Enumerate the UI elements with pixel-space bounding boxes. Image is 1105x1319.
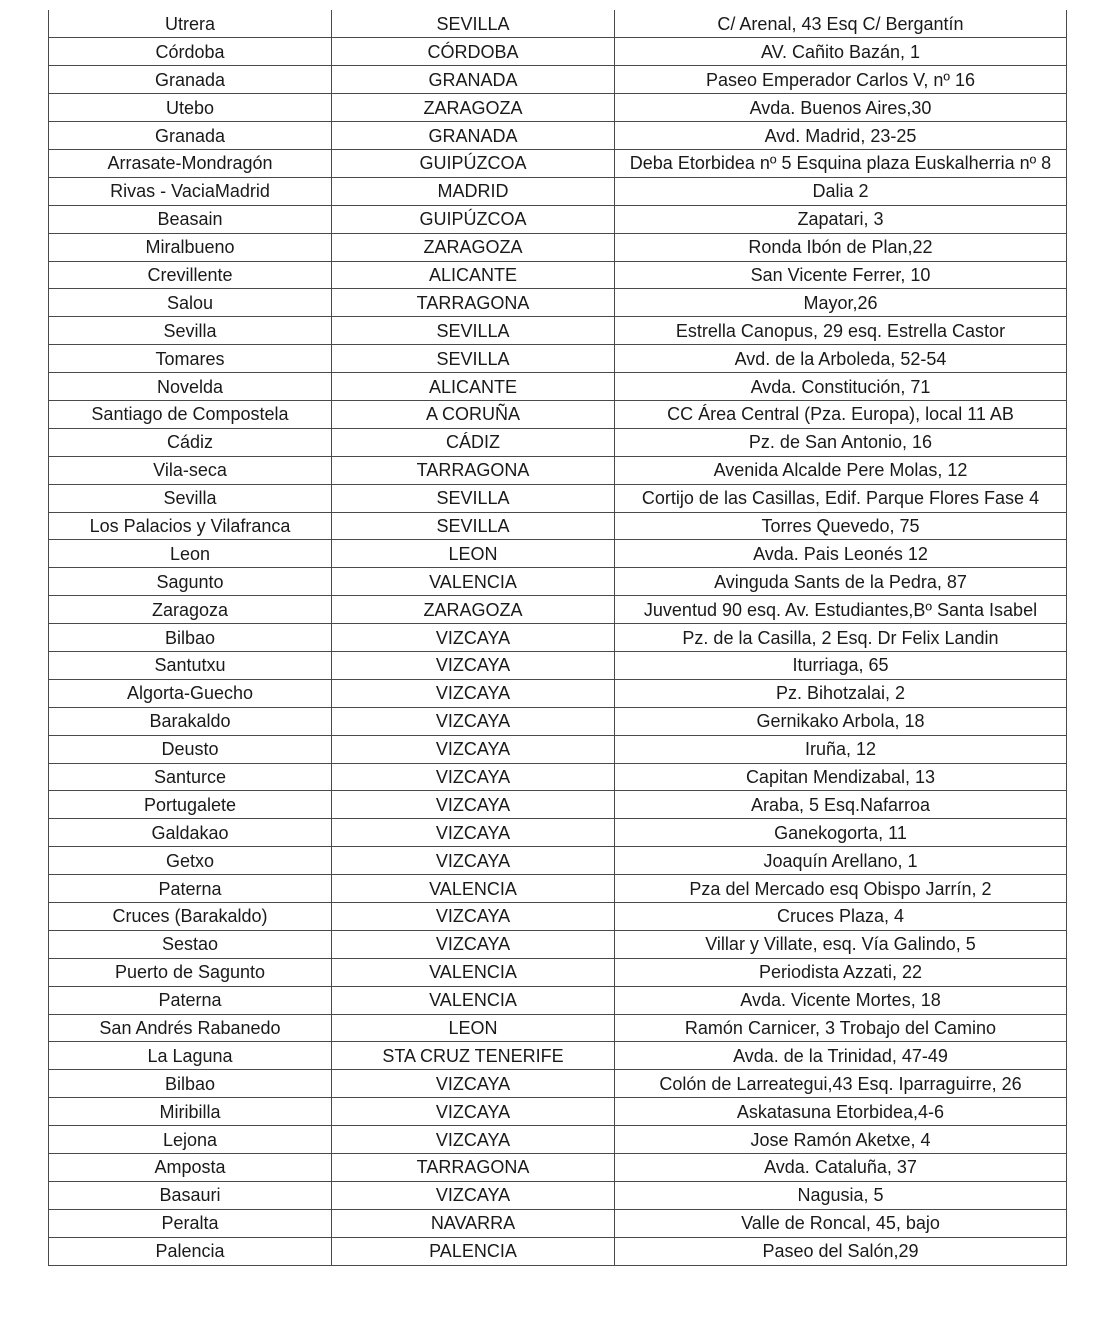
province-cell: SEVILLA — [332, 317, 615, 345]
address-cell: Torres Quevedo, 75 — [615, 512, 1067, 540]
city-cell: Cruces (Barakaldo) — [49, 903, 332, 931]
province-cell: VIZCAYA — [332, 624, 615, 652]
province-cell: MADRID — [332, 177, 615, 205]
table-row — [49, 1209, 1067, 1237]
city-cell: Rivas - VaciaMadrid — [49, 177, 332, 205]
address-cell: AV. Cañito Bazán, 1 — [615, 38, 1067, 66]
table-row — [49, 233, 1067, 261]
table-row — [49, 317, 1067, 345]
table-row — [49, 94, 1067, 122]
table-row — [49, 930, 1067, 958]
address-cell: Iruña, 12 — [615, 735, 1067, 763]
table-row — [49, 512, 1067, 540]
city-cell: Sevilla — [49, 484, 332, 512]
address-cell: CC Área Central (Pza. Europa), local 11 AB — [615, 400, 1067, 428]
address-cell: Ramón Carnicer, 3 Trobajo del Camino — [615, 1014, 1067, 1042]
table-row — [49, 875, 1067, 903]
table-row — [49, 1070, 1067, 1098]
city-cell: Paterna — [49, 875, 332, 903]
address-cell: Nagusia, 5 — [615, 1181, 1067, 1209]
province-cell: NAVARRA — [332, 1209, 615, 1237]
address-cell: Cruces Plaza, 4 — [615, 903, 1067, 931]
address-cell: Ronda Ibón de Plan,22 — [615, 233, 1067, 261]
city-cell: Miribilla — [49, 1098, 332, 1126]
address-cell: Mayor,26 — [615, 289, 1067, 317]
address-cell: Avda. Vicente Mortes, 18 — [615, 986, 1067, 1014]
city-cell: Basauri — [49, 1181, 332, 1209]
province-cell: CÓRDOBA — [332, 38, 615, 66]
table-row — [49, 1237, 1067, 1265]
province-cell: VIZCAYA — [332, 819, 615, 847]
city-cell: Sestao — [49, 930, 332, 958]
table-row — [49, 1014, 1067, 1042]
province-cell: GRANADA — [332, 122, 615, 150]
table-row — [49, 791, 1067, 819]
province-cell: TARRAGONA — [332, 456, 615, 484]
city-cell: Peralta — [49, 1209, 332, 1237]
province-cell: ZARAGOZA — [332, 94, 615, 122]
address-cell: Zapatari, 3 — [615, 205, 1067, 233]
table-row — [49, 38, 1067, 66]
address-cell: Valle de Roncal, 45, bajo — [615, 1209, 1067, 1237]
city-cell: Paterna — [49, 986, 332, 1014]
address-cell: Estrella Canopus, 29 esq. Estrella Castor — [615, 317, 1067, 345]
address-cell: San Vicente Ferrer, 10 — [615, 261, 1067, 289]
table-row — [49, 1042, 1067, 1070]
city-cell: Granada — [49, 122, 332, 150]
table-row — [49, 624, 1067, 652]
city-cell: Sevilla — [49, 317, 332, 345]
city-cell: Getxo — [49, 847, 332, 875]
city-cell: Barakaldo — [49, 707, 332, 735]
address-cell: Avd. de la Arboleda, 52-54 — [615, 345, 1067, 373]
city-cell: Puerto de Sagunto — [49, 958, 332, 986]
table-row — [49, 819, 1067, 847]
address-cell: Cortijo de las Casillas, Edif. Parque Flores Fase 4 — [615, 484, 1067, 512]
province-cell: VIZCAYA — [332, 1070, 615, 1098]
city-cell: Granada — [49, 66, 332, 94]
province-cell: ALICANTE — [332, 373, 615, 401]
table-row — [49, 986, 1067, 1014]
store-locations-table-wrapper — [48, 10, 1067, 1266]
province-cell: CÁDIZ — [332, 428, 615, 456]
province-cell: VIZCAYA — [332, 1126, 615, 1154]
table-row — [49, 66, 1067, 94]
city-cell: Galdakao — [49, 819, 332, 847]
city-cell: Utrera — [49, 10, 332, 38]
city-cell: Arrasate-Mondragón — [49, 149, 332, 177]
address-cell: Dalia 2 — [615, 177, 1067, 205]
province-cell: VIZCAYA — [332, 735, 615, 763]
table-row — [49, 205, 1067, 233]
province-cell: VIZCAYA — [332, 847, 615, 875]
city-cell: Santurce — [49, 763, 332, 791]
table-row — [49, 1181, 1067, 1209]
address-cell: Juventud 90 esq. Av. Estudiantes,Bº Santa Isabel — [615, 596, 1067, 624]
city-cell: Salou — [49, 289, 332, 317]
province-cell: VIZCAYA — [332, 679, 615, 707]
city-cell: Miralbueno — [49, 233, 332, 261]
table-row — [49, 428, 1067, 456]
province-cell: ALICANTE — [332, 261, 615, 289]
province-cell: STA CRUZ TENERIFE — [332, 1042, 615, 1070]
address-cell: Pza del Mercado esq Obispo Jarrín, 2 — [615, 875, 1067, 903]
table-row — [49, 289, 1067, 317]
table-row — [49, 1126, 1067, 1154]
province-cell: VIZCAYA — [332, 791, 615, 819]
table-row — [49, 149, 1067, 177]
province-cell: VIZCAYA — [332, 707, 615, 735]
address-cell: Avinguda Sants de la Pedra, 87 — [615, 568, 1067, 596]
city-cell: Bilbao — [49, 624, 332, 652]
province-cell: A CORUÑA — [332, 400, 615, 428]
table-row — [49, 651, 1067, 679]
city-cell: Deusto — [49, 735, 332, 763]
address-cell: Pz. de la Casilla, 2 Esq. Dr Felix Landin — [615, 624, 1067, 652]
city-cell: Novelda — [49, 373, 332, 401]
address-cell: Avda. de la Trinidad, 47-49 — [615, 1042, 1067, 1070]
province-cell: GUIPÚZCOA — [332, 149, 615, 177]
table-row — [49, 373, 1067, 401]
address-cell: Iturriaga, 65 — [615, 651, 1067, 679]
address-cell: C/ Arenal, 43 Esq C/ Bergantín — [615, 10, 1067, 38]
province-cell: SEVILLA — [332, 345, 615, 373]
city-cell: Beasain — [49, 205, 332, 233]
province-cell: VIZCAYA — [332, 763, 615, 791]
province-cell: VIZCAYA — [332, 903, 615, 931]
province-cell: GRANADA — [332, 66, 615, 94]
address-cell: Avenida Alcalde Pere Molas, 12 — [615, 456, 1067, 484]
province-cell: VIZCAYA — [332, 930, 615, 958]
address-cell: Paseo Emperador Carlos V, nº 16 — [615, 66, 1067, 94]
table-row — [49, 596, 1067, 624]
province-cell: TARRAGONA — [332, 1154, 615, 1182]
address-cell: Paseo del Salón,29 — [615, 1237, 1067, 1265]
city-cell: Crevillente — [49, 261, 332, 289]
city-cell: San Andrés Rabanedo — [49, 1014, 332, 1042]
city-cell: Bilbao — [49, 1070, 332, 1098]
table-row — [49, 958, 1067, 986]
table-row — [49, 261, 1067, 289]
address-cell: Avda. Pais Leonés 12 — [615, 540, 1067, 568]
address-cell: Joaquín Arellano, 1 — [615, 847, 1067, 875]
address-cell: Gernikako Arbola, 18 — [615, 707, 1067, 735]
address-cell: Pz. de San Antonio, 16 — [615, 428, 1067, 456]
table-row — [49, 735, 1067, 763]
address-cell: Ganekogorta, 11 — [615, 819, 1067, 847]
province-cell: VALENCIA — [332, 958, 615, 986]
province-cell: TARRAGONA — [332, 289, 615, 317]
table-row — [49, 568, 1067, 596]
table-row — [49, 679, 1067, 707]
table-row — [49, 456, 1067, 484]
city-cell: Córdoba — [49, 38, 332, 66]
city-cell: Los Palacios y Vilafranca — [49, 512, 332, 540]
city-cell: Vila-seca — [49, 456, 332, 484]
table-row — [49, 847, 1067, 875]
province-cell: VIZCAYA — [332, 651, 615, 679]
table-row — [49, 707, 1067, 735]
city-cell: Leon — [49, 540, 332, 568]
address-cell: Jose Ramón Aketxe, 4 — [615, 1126, 1067, 1154]
table-row — [49, 903, 1067, 931]
province-cell: VALENCIA — [332, 875, 615, 903]
province-cell: VIZCAYA — [332, 1181, 615, 1209]
city-cell: Portugalete — [49, 791, 332, 819]
table-row — [49, 484, 1067, 512]
address-cell: Capitan Mendizabal, 13 — [615, 763, 1067, 791]
province-cell: VALENCIA — [332, 986, 615, 1014]
address-cell: Colón de Larreategui,43 Esq. Iparraguirre, 26 — [615, 1070, 1067, 1098]
province-cell: VALENCIA — [332, 568, 615, 596]
province-cell: PALENCIA — [332, 1237, 615, 1265]
city-cell: La Laguna — [49, 1042, 332, 1070]
city-cell: Sagunto — [49, 568, 332, 596]
province-cell: GUIPÚZCOA — [332, 205, 615, 233]
table-row — [49, 1098, 1067, 1126]
address-cell: Deba Etorbidea nº 5 Esquina plaza Euskalherria nº 8 — [615, 149, 1067, 177]
address-cell: Askatasuna Etorbidea,4-6 — [615, 1098, 1067, 1126]
city-cell: Algorta-Guecho — [49, 679, 332, 707]
table-row — [49, 763, 1067, 791]
province-cell: ZARAGOZA — [332, 233, 615, 261]
table-row — [49, 400, 1067, 428]
city-cell: Amposta — [49, 1154, 332, 1182]
province-cell: ZARAGOZA — [332, 596, 615, 624]
city-cell: Santutxu — [49, 651, 332, 679]
province-cell: LEON — [332, 540, 615, 568]
city-cell: Lejona — [49, 1126, 332, 1154]
address-cell: Avda. Constitución, 71 — [615, 373, 1067, 401]
city-cell: Tomares — [49, 345, 332, 373]
city-cell: Utebo — [49, 94, 332, 122]
table-row — [49, 1154, 1067, 1182]
address-cell: Araba, 5 Esq.Nafarroa — [615, 791, 1067, 819]
store-locations-table — [48, 10, 1067, 1266]
city-cell: Palencia — [49, 1237, 332, 1265]
table-row — [49, 10, 1067, 38]
table-row — [49, 177, 1067, 205]
address-cell: Periodista Azzati, 22 — [615, 958, 1067, 986]
address-cell: Pz. Bihotzalai, 2 — [615, 679, 1067, 707]
province-cell: SEVILLA — [332, 10, 615, 38]
province-cell: SEVILLA — [332, 512, 615, 540]
address-cell: Avda. Buenos Aires,30 — [615, 94, 1067, 122]
city-cell: Zaragoza — [49, 596, 332, 624]
city-cell: Cádiz — [49, 428, 332, 456]
table-body — [49, 10, 1067, 1265]
province-cell: LEON — [332, 1014, 615, 1042]
province-cell: SEVILLA — [332, 484, 615, 512]
table-row — [49, 540, 1067, 568]
city-cell: Santiago de Compostela — [49, 400, 332, 428]
address-cell: Avd. Madrid, 23-25 — [615, 122, 1067, 150]
address-cell: Avda. Cataluña, 37 — [615, 1154, 1067, 1182]
table-row — [49, 122, 1067, 150]
address-cell: Villar y Villate, esq. Vía Galindo, 5 — [615, 930, 1067, 958]
province-cell: VIZCAYA — [332, 1098, 615, 1126]
table-row — [49, 345, 1067, 373]
